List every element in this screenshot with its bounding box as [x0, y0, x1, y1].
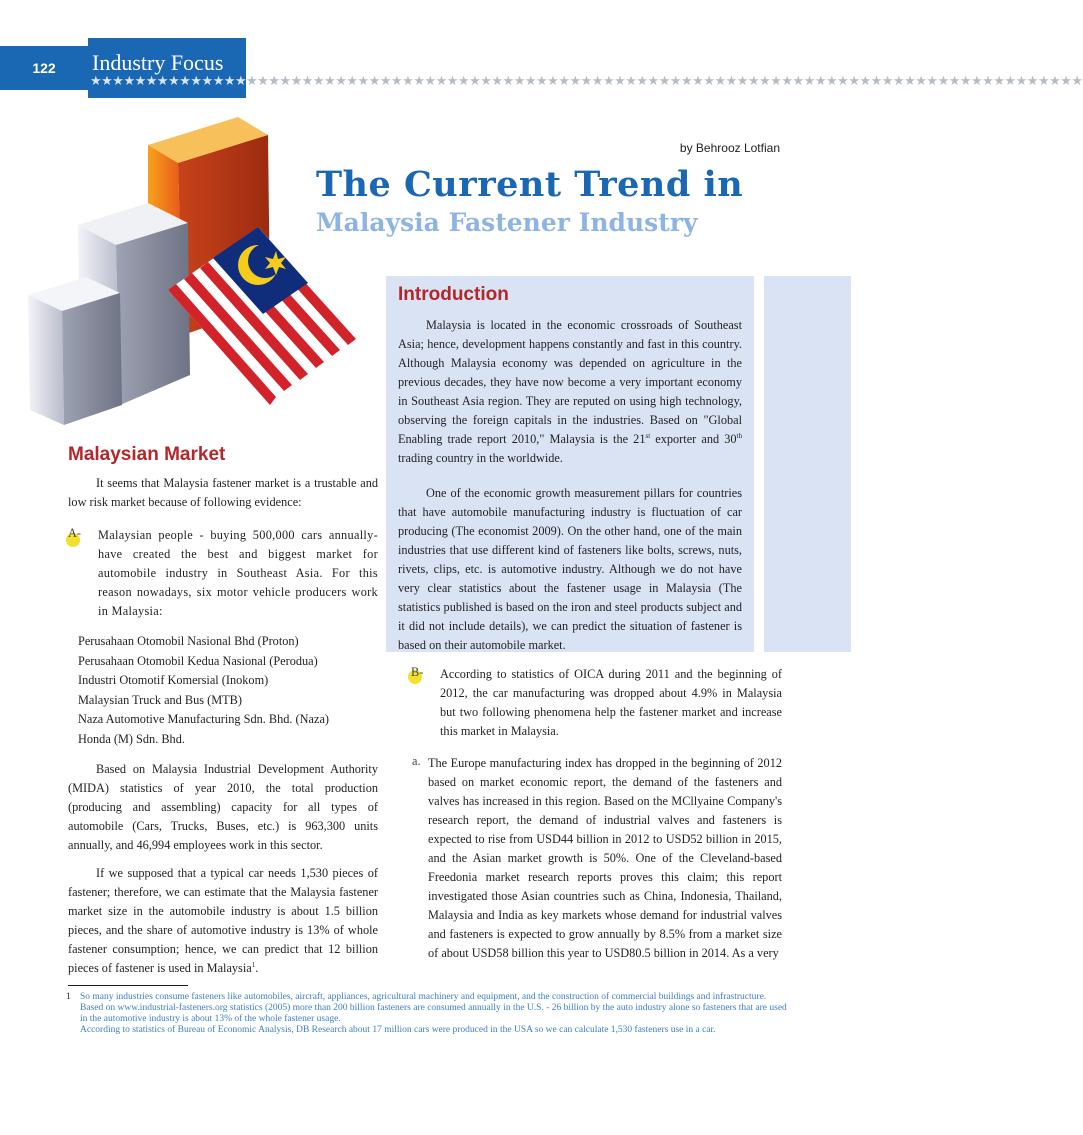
byline: by Behrooz Lotfian — [679, 141, 780, 155]
introduction-heading: Introduction — [398, 284, 509, 305]
list-item: Perusahaan Otomobil Nasional Bhd (Proton) — [78, 634, 299, 648]
list-item: Honda (M) Sdn. Bhd. — [78, 731, 185, 746]
side-bar-decoration — [764, 276, 851, 652]
list-item: Malaysian Truck and Bus (MTB) — [78, 692, 242, 707]
malaysian-market-heading: Malaysian Market — [68, 444, 226, 465]
bar-chart-flag-illustration — [8, 105, 388, 445]
list-item-b: According to statistics of OICA during 2011 and the beginning of 2012, the car manufacturing was dropped about 4.9% in Malaysia but two following phenomena help the fastener market and increase this market in Malaysia. — [440, 667, 782, 738]
footnote-divider — [68, 985, 188, 986]
stars-decoration-grey: ★★★★★★★★★★★★★★★★★★★★★★★★★★★★★★★★★★★★★★★★★★★★★★★★★★★★★★★★★★★★★★★★★★★★★★★★★★★ — [246, 73, 1083, 88]
malaysian-market-paragraph-1: It seems that Malaysia fastener market is a trustable and low risk market because of following evidence: — [68, 476, 378, 509]
list-label-b: B- — [411, 665, 424, 679]
introduction-paragraph-2: One of the economic growth measurement pillars for countries that have automobile manufacturing industry is fluctuation of car producing (The economist 2009). On the other hand, one of the main industries that use different kind of fasteners like bolts, screws, nuts, rivets, clips, etc. is automotive industry. Although we do not have very clear statistics about the fastener usage in Malaysia (The statistics published is based on the iron and steel products subject and it did not include details), we can predict the situation of fastener is based on their automobile market. — [398, 486, 742, 652]
list-item: Industri Otomotif Komersial (Inokom) — [78, 673, 269, 687]
malaysian-market-paragraph-2: Based on Malaysia Industrial Development Authority (MIDA) statistics of year 2010, the total production (producing and assembling) capacity for all types of automobile (Cars, Trucks, Buses, etc.) is 963,300 units annually, and 46,994 employees work in this sector. — [68, 762, 378, 852]
list-item-a: Malaysian people - buying 500,000 cars annually- have created the best and biggest market for automobile industry in Southeast Asia. For this reason nowadays, six motor vehicle producers work in Malaysia: — [98, 528, 378, 618]
list-item-a-lower: The Europe manufacturing index has dropped in the beginning of 2012 based on market economic report, the demand of the fasteners and valves has increased in this region. Based on the MCllyaine Company's research report, the demand of industrial valves and fasteners is expected to rise from USD44 billion in 2012 to USD52 billion in 2015, and the Asian market growth is 50%. One of the Cleveland-based Freedonia market research reports proves this claim; this report investigated those Asian countries such as China, Indonesia, Thailand, Malaysia and India as key markets whose demand for industrial valves and fasteners is expected to grow annually by 8.5% from a market size of about USD58 billion this year to USD80.5 billion in 2014. As a very — [428, 756, 782, 960]
company-list — [78, 632, 329, 749]
list-item: Naza Automotive Manufacturing Sdn. Bhd. (Naza) — [78, 712, 329, 726]
page-number: 122 — [0, 46, 88, 90]
footnote-line-1: So many industries consume fasteners like automobiles, aircraft, appliances, agricultural machinery and equipment, and the construction of commercial buildings and infrastructure. Based on www.industrial-fasteners.org statistics (2005) more than 200 billion fasteners are consumed annually in the U.S. - 26 billion by the auto industry alone so fasteners that are used in the automotive industry is about 13% of the whole fastener usage. — [80, 992, 787, 1024]
list-label-a: A- — [68, 526, 81, 540]
malaysian-market-paragraph-3: If we supposed that a typical car needs 1,530 pieces of fastener; therefore, we can estimate that the Malaysia fastener market size in the automobile industry is about 1.5 billion pieces, and the share of automotive industry is 13% of whole fastener consumption; hence, we can predict that 12 billion pieces of fastener is used in Malaysia$^1$. — [68, 866, 378, 975]
stars-decoration: ★★★★★★★★★★★★★★★★★★★ — [90, 73, 302, 88]
introduction-paragraph-1: Malaysia is located in the economic crossroads of Southeast Asia; hence, development happens constantly and fast in this country. Although Malaysia economy was depended on agriculture in the previous decades, they have now become a very important economy in Southeast Asia region. They are reputed on using high technology, observing the foreign capitals in the industries. Based on "Global Enabling trade report 2010," Malaysia is the 21st exporter and 30th trading country in the worldwide. — [398, 318, 742, 465]
footnote-text — [80, 992, 790, 1036]
list-item: Perusahaan Otomobil Kedua Nasional (Perodua) — [78, 653, 318, 668]
section-title: Industry Focus — [92, 50, 224, 75]
article-subtitle: Malaysia Fastener Industry — [316, 208, 698, 237]
footnote-line-2: According to statistics of Bureau of Economic Analysis, DB Research about 17 million cars were produced in the USA so we can calculate 1,530 fasteners use in a car. — [80, 1025, 716, 1035]
list-label-a-lower: a. — [412, 754, 421, 768]
article-title: The Current Trend in — [316, 164, 744, 205]
footnote-number: 1 — [66, 992, 71, 1002]
